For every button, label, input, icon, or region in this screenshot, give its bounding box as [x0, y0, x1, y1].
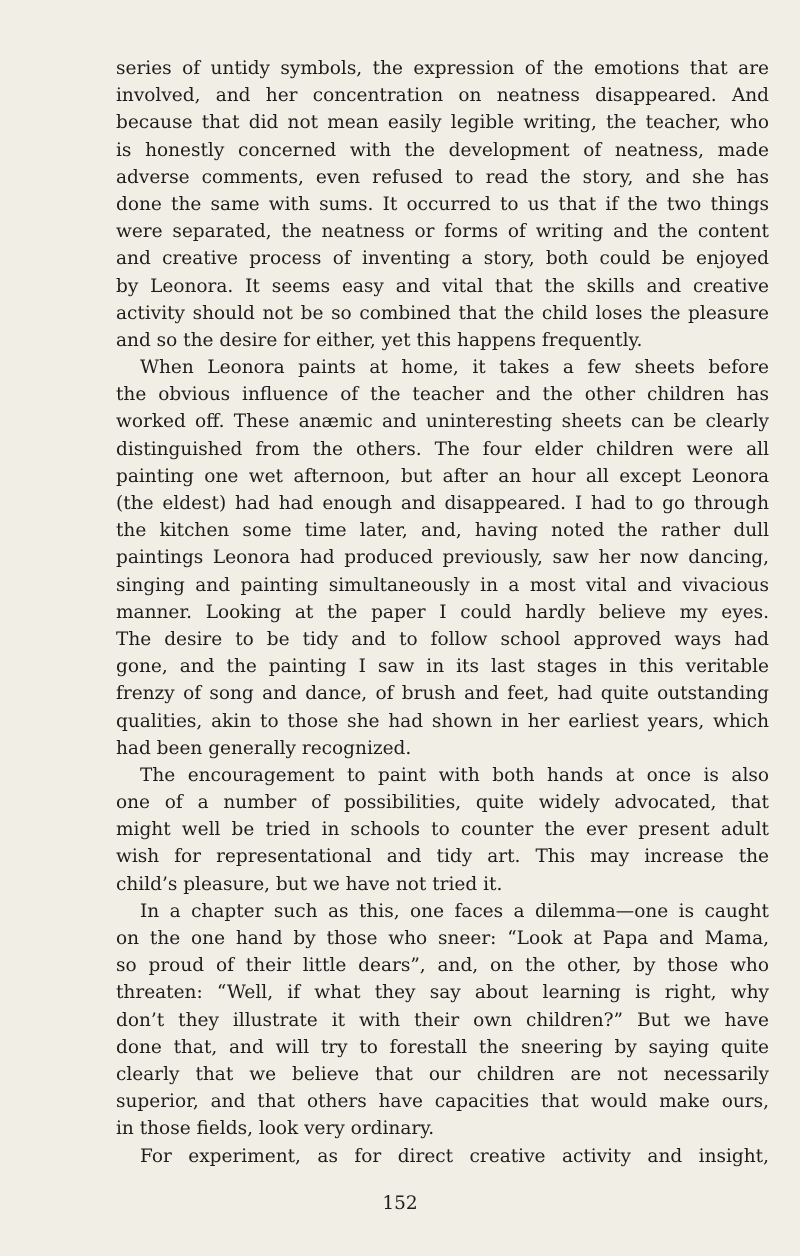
text-line: singing and painting simultaneously in a most vital and vivacious — [116, 574, 769, 596]
text-line: (the eldest) had had enough and disappeared. I had to go through — [116, 493, 769, 514]
text-line: had been generally recognized. — [116, 737, 412, 759]
text-line: in those fields, look very ordinary. — [116, 1118, 435, 1140]
text-line: were separated, the neatness or forms of writing and the content — [116, 221, 769, 243]
text-line: and creative process of inventing a story, both could be enjoyed — [116, 248, 769, 270]
text-line: by Leonora. It seems easy and vital that the skills and creative — [116, 275, 769, 297]
text-line: gone, and the painting I saw in its last stages in this veritable — [116, 656, 769, 678]
text-line: paintings Leonora had produced previously, saw her now dancing, — [116, 547, 769, 569]
text-line: The desire to be tidy and to follow school approved ways had — [116, 628, 769, 650]
text-line: For experiment, as for direct creative activity and insight, — [140, 1145, 769, 1167]
text-line: activity should not be so combined that the child loses the pleasure — [116, 302, 769, 324]
text-line: so proud of their little dears”, and, on the other, by those who — [116, 955, 769, 977]
text-line: manner. Looking at the paper I could hardly believe my eyes. — [116, 601, 769, 623]
text-line: involved, and her concentration on neatness disappeared. And — [116, 85, 769, 107]
text-line: worked off. These anæmic and uninteresting sheets can be clearly — [116, 411, 769, 433]
text-line: because that did not mean easily legible writing, the teacher, who — [116, 112, 769, 134]
page-number: 152 — [382, 1193, 418, 1214]
text-line: In a chapter such as this, one faces a dilemma—one is caught — [140, 900, 769, 922]
text-line: child’s pleasure, but we have not tried it. — [116, 873, 503, 895]
text-line: wish for representational and tidy art. This may increase the — [116, 846, 769, 868]
text-line: on the one hand by those who sneer: “Look at Papa and Mama, — [116, 928, 769, 949]
text-line: clearly that we believe that our children are not necessarily — [116, 1063, 769, 1085]
text-line: The encouragement to paint with both hands at once is also — [140, 764, 769, 786]
text-line: superior, and that others have capacities that would make ours, — [116, 1091, 769, 1113]
text-line: When Leonora paints at home, it takes a few sheets before — [140, 357, 769, 379]
text-line: don’t they illustrate it with their own children?” But we have — [116, 1009, 769, 1031]
text-line: painting one wet afternoon, but after an hour all except Leonora — [116, 465, 769, 487]
body-text — [116, 55, 769, 1170]
text-line: adverse comments, even refused to read the story, and she has — [116, 166, 769, 188]
text-line: might well be tried in schools to counter the ever present adult — [116, 819, 769, 841]
text-line: the obvious influence of the teacher and the other children has — [116, 384, 769, 406]
text-line: the kitchen some time later, and, having noted the rather dull — [116, 520, 769, 542]
text-line: and so the desire for either, yet this happens frequently. — [116, 329, 643, 351]
text-line: distinguished from the others. The four elder children were all — [116, 438, 769, 460]
text-line: series of untidy symbols, the expression of the emotions that are — [116, 58, 769, 79]
text-line: done that, and will try to forestall the sneering by saying quite — [116, 1036, 769, 1058]
text-line: threaten: “Well, if what they say about learning is right, why — [116, 982, 769, 1004]
text-line: frenzy of song and dance, of brush and feet, had quite outstanding — [116, 683, 769, 705]
text-line: qualities, akin to those she had shown in her earliest years, which — [116, 710, 769, 732]
text-line: one of a number of possibilities, quite widely advocated, that — [116, 792, 769, 814]
text-line: done the same with sums. It occurred to us that if the two things — [116, 193, 769, 215]
text-line: is honestly concerned with the development of neatness, made — [116, 139, 769, 161]
